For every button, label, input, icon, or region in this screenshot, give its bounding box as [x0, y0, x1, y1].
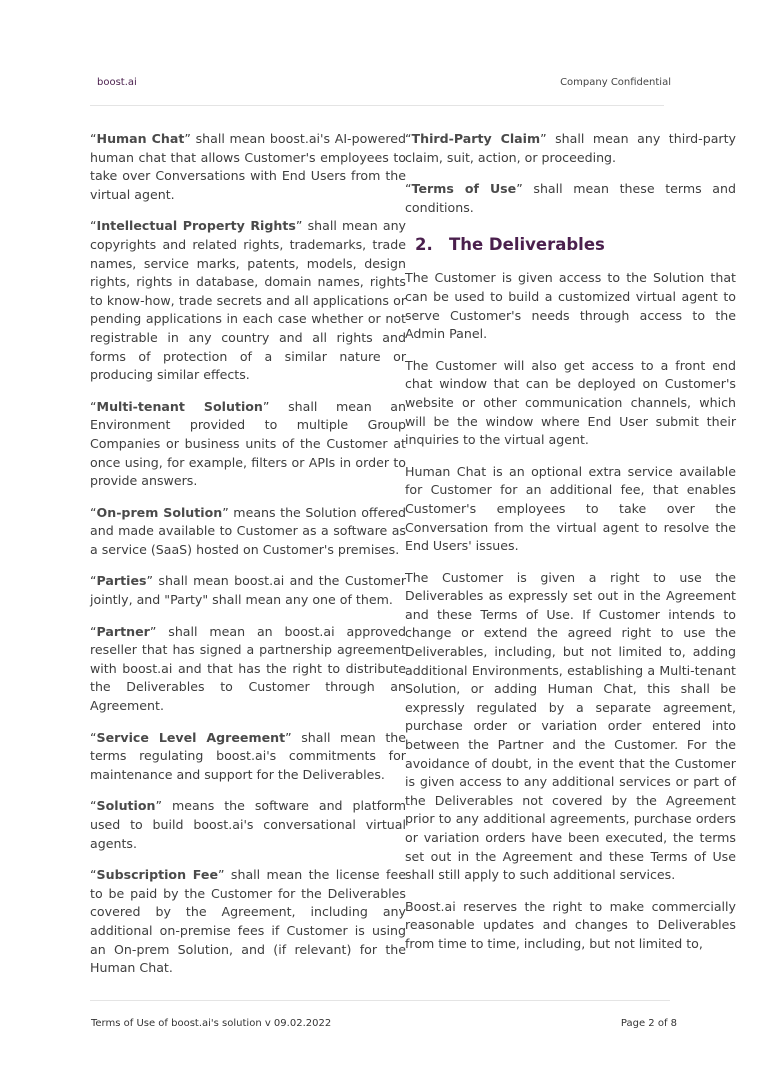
section-number: 2. [415, 235, 433, 255]
definition-on-prem-solution: “On-prem Solution” means the Solution offered and made available to Customer as a software as a service (SaaS) hosted on Customer's premises. [90, 504, 406, 557]
header-brand: boost.ai [97, 77, 137, 88]
definition-solution: “Solution” means the software and platform used to build boost.ai's conversational virtual agents. [90, 798, 406, 851]
footer-document-title: Terms of Use of boost.ai's solution v 09.02.2022 [91, 1018, 332, 1029]
paragraph: The Customer will also get access to a front end chat window that can be deployed on Customer's website or other communication channels, which will be the window where End User submit their inquiries to the virtual agent. [405, 357, 736, 448]
header-classification: Company Confidential [560, 77, 671, 88]
definition-service-level-agreement: “Service Level Agreement” shall mean the terms regulating boost.ai's commitments for maintenance and support for the Deliverables. [90, 729, 406, 782]
definition-multi-tenant-solution: “Multi-tenant Solution” shall mean an Environment provided to multiple Group Companies or business units of the Customer at once using, for example, filters or APIs in order to provide answers. [90, 398, 407, 489]
paragraph: The Customer is given a right to use the Deliverables as expressly set out in the Agreement and these Terms of Use. If Customer intends to change or extend the agreed right to use the Deliverables, including, but not limited to, adding additional Environments, establishing a Multi-tenant Solution, or adding Human Chat, this shall be expressly regulated by a separate agreement, purchase order or variation order entered into between the Partner and the Customer. For the avoidance of doubt, in the event that the Customer is given access to any additional services or part of the Deliverables not covered by the Agreement prior to any additional agreements, purchase orders or variation orders have been executed, the terms set out in the Agreement and these Terms of Use shall still apply to such additional services. [405, 569, 736, 883]
definition-human-chat: “Human Chat” shall mean boost.ai's AI-powered human chat that allows Customer's employees to take over Conversations with End Users from the virtual agent. [90, 131, 406, 202]
page-number: Page 2 of 8 [620, 1018, 677, 1029]
right-column [405, 130, 736, 967]
definition-third-party-claim: “Third-Party Claim” shall mean any third-party claim, suit, action, or proceeding. [405, 131, 736, 165]
definition-partner: “Partner” shall mean an boost.ai approved reseller that has signed a partnership agreement with boost.ai and that has the right to distribute the Deliverables to Customer through an Agreement. [90, 623, 406, 714]
header-divider [90, 105, 664, 106]
definition-intellectual-property-rights: “Intellectual Property Rights” shall mean any copyrights and related rights, trademarks, trade names, service marks, patents, models, design rights, rights in database, domain names, rights to know-how, trade secrets and all applications or pending applications in each case whether or not registrable in any country and all rights and forms of protection of a similar nature or producing similar effects. [90, 218, 407, 383]
definition-subscription-fee: “Subscription Fee” shall mean the license fee to be paid by the Customer for the Deliverables covered by the Agreement, including any additional on-premise fees if Customer is using an On-prem Solution, and (if relevant) for the Human Chat. [90, 867, 406, 976]
left-column [90, 130, 406, 991]
section-heading [405, 235, 736, 255]
section-title: The Deliverables [449, 235, 605, 255]
definition-terms-of-use: “Terms of Use” shall mean these terms and conditions. [405, 181, 736, 215]
footer-divider [90, 1000, 670, 1001]
paragraph: The Customer is given access to the Solution that can be used to build a customized virtual agent to serve Customer's needs through access to the Admin Panel. [405, 270, 736, 342]
paragraph: Boost.ai reserves the right to make commercially reasonable updates and changes to Deliverables from time to time, including, but not limited to, [405, 898, 736, 951]
definition-parties: “Parties” shall mean boost.ai and the Customer jointly, and "Party" shall mean any one of them. [90, 573, 406, 608]
paragraph: Human Chat is an optional extra service available for Customer for an additional fee, that enables Customer's employees to take over the Conversation from the virtual agent to resolve the End Users' issues. [405, 463, 736, 554]
